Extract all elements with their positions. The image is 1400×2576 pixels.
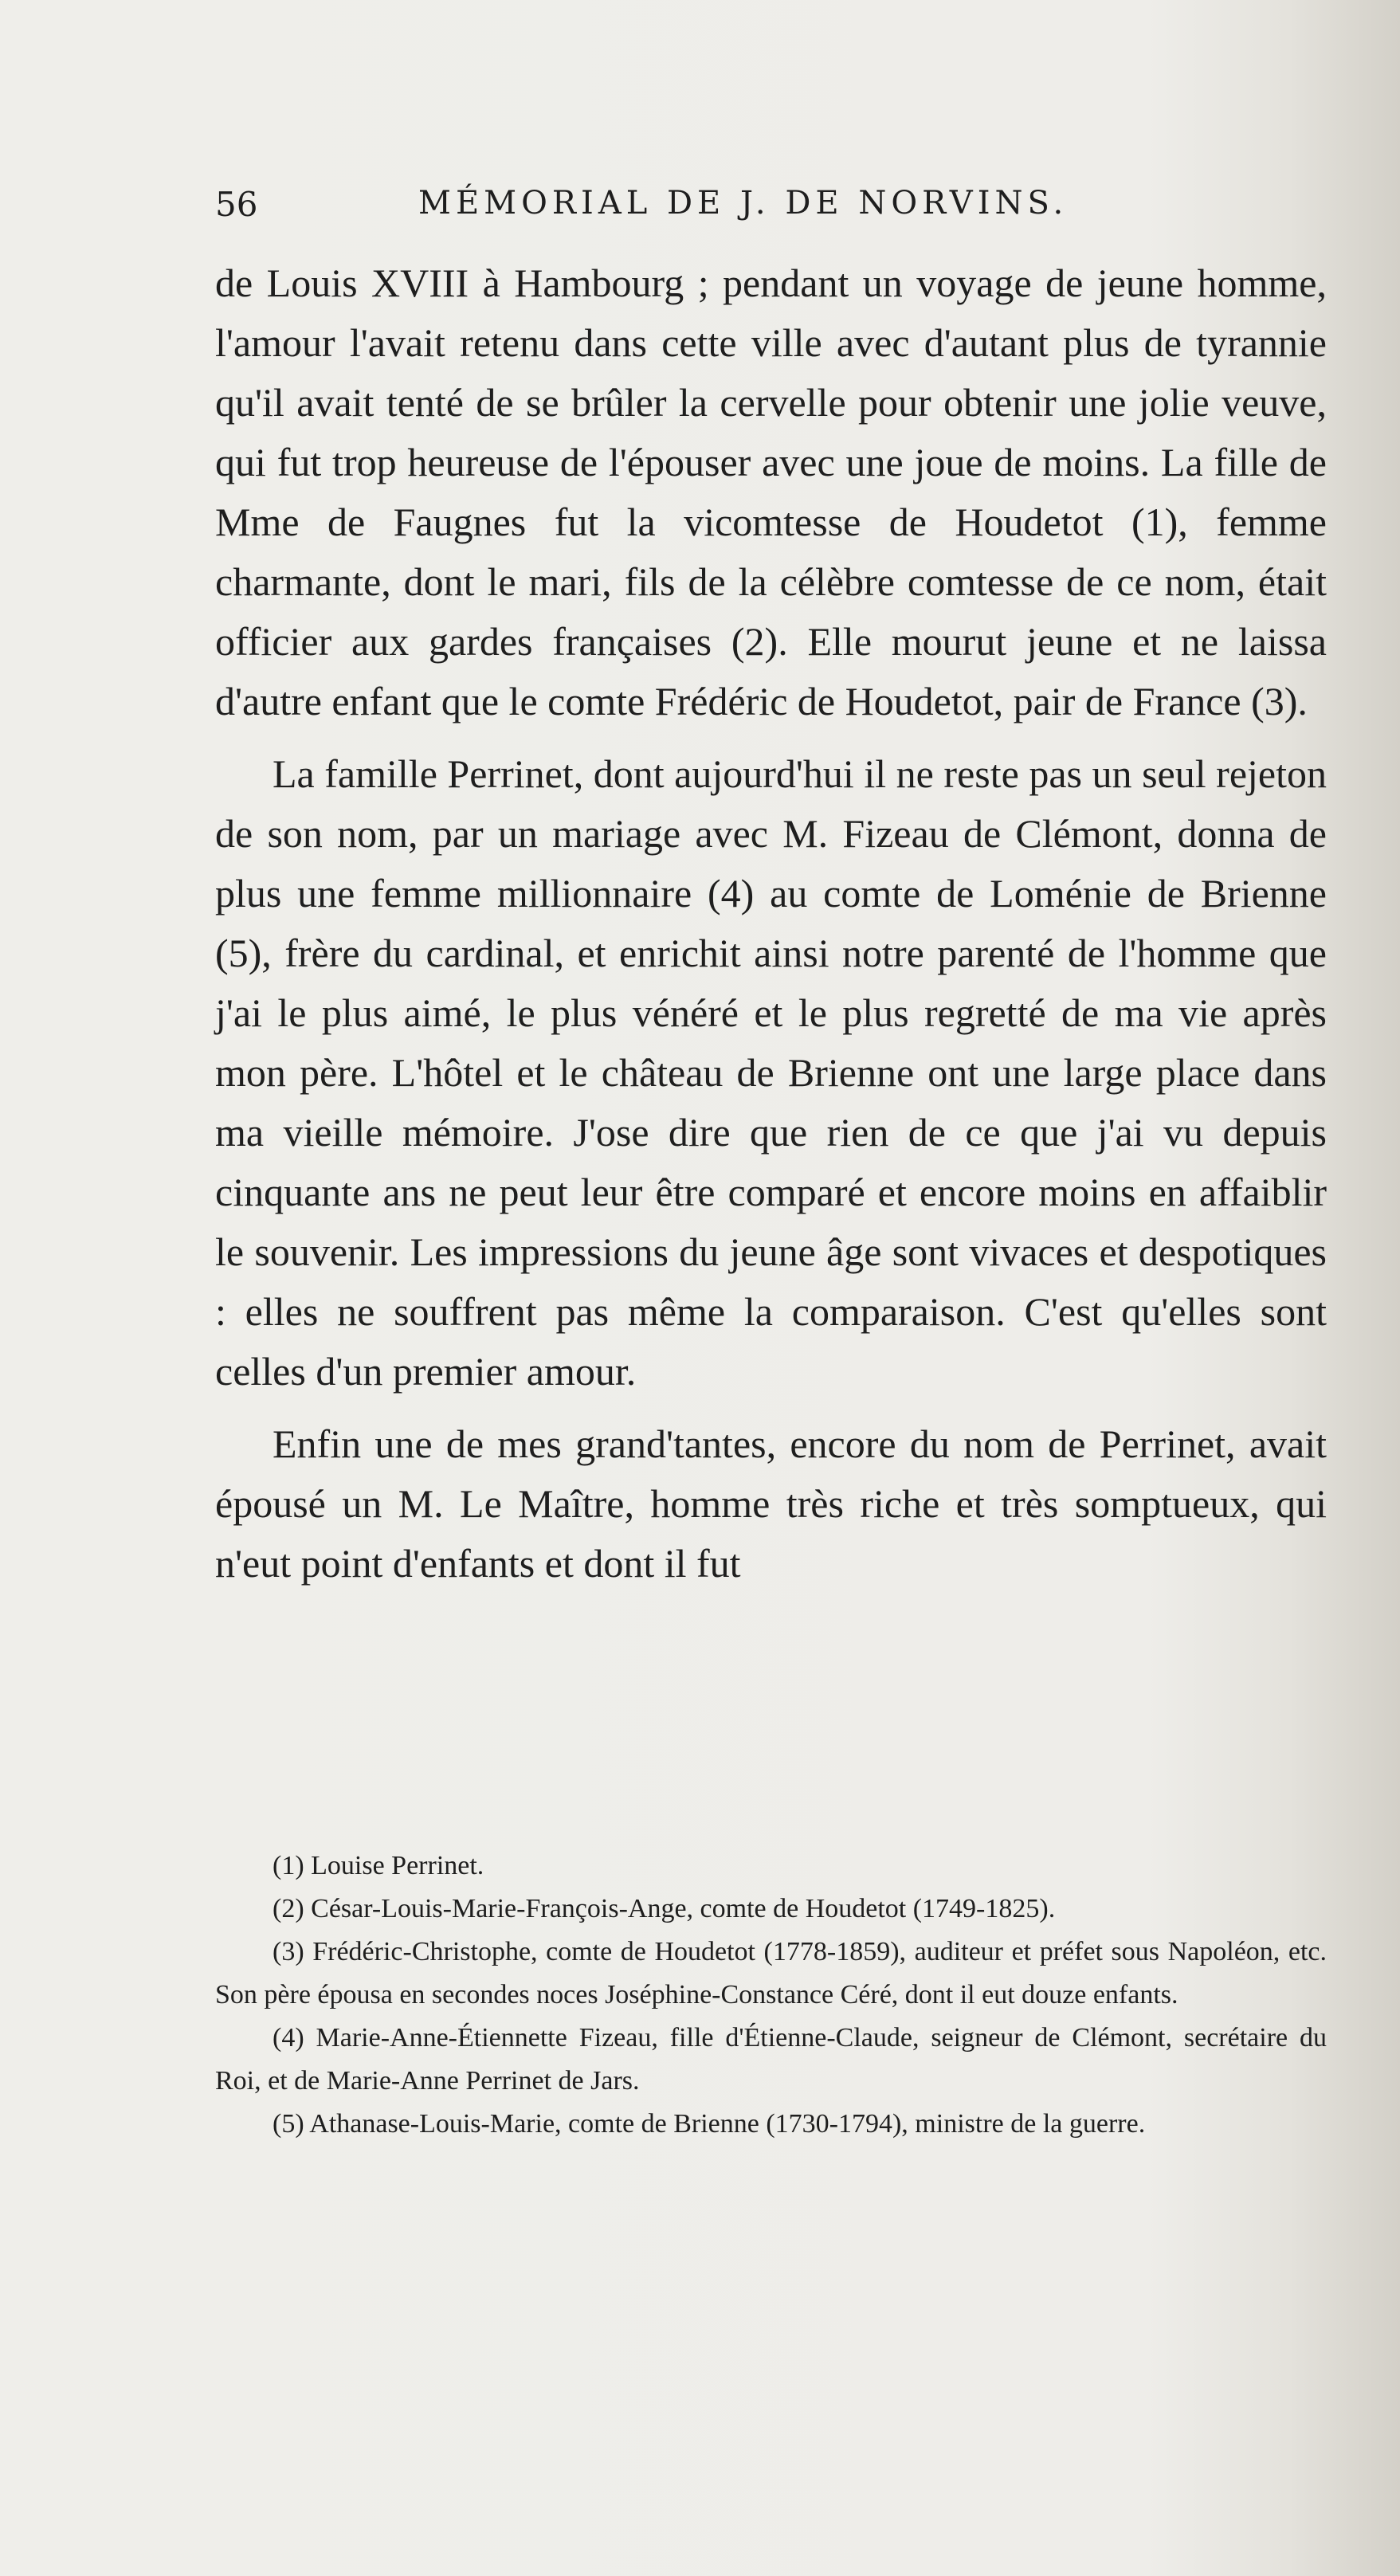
paragraph: Enfin une de mes grand'tantes, encore du nom de Perrinet, avait épousé un M. Le Maître, homme très riche et très somptueux, qui n'eut point d'enfants et dont il fut	[215, 1421, 1327, 1586]
page-header	[215, 185, 1331, 233]
footnote: (1) Louise Perrinet.	[273, 1851, 484, 1880]
footnote: (4) Marie-Anne-Étiennette Fizeau, fille d'Étienne-Claude, seigneur de Clémont, secrétaire du Roi, et de Marie-Anne Perrinet de Jars.	[215, 2023, 1327, 2096]
paragraph: La famille Perrinet, dont aujourd'hui il ne reste pas un seul rejeton de son nom, par un mariage avec M. Fizeau de Clémont, donna de plus une femme millionnaire (4) au comte de Loménie de Brienne (5), frère du cardinal, et enrichit ainsi notre parenté de l'homme que j'ai le plus aimé, le plus vénéré et le plus regretté de ma vie après mon père. L'hôtel et le château de Brienne ont une large place dans ma vieille mémoire. J'ose dire que rien de ce que j'ai vu depuis cinquante ans ne peut leur être comparé et encore moins en affaiblir le souvenir. Les impressions du jeune âge sont vivaces et despotiques : elles ne souffrent pas même la comparaison. C'est qu'elles sont celles d'un premier amour.	[215, 751, 1327, 1394]
footnote: (2) César-Louis-Marie-François-Ange, comte de Houdetot (1749-1825).	[273, 1894, 1056, 1923]
paragraph: de Louis XVIII à Hambourg ; pendant un voyage de jeune homme, l'amour l'avait retenu dans cette ville avec d'autant plus de tyrannie qu'il avait tenté de se brûler la cervelle pour obtenir une jolie veuve, qui fut trop heureuse de l'épouser avec une joue de moins. La fille de Mme de Faugnes fut la vicomtesse de Houdetot (1), femme charmante, dont le mari, fils de la célèbre comtesse de ce nom, était officier aux gardes françaises (2). Elle mourut jeune et ne laissa d'autre enfant que le comte Frédéric de Houdetot, pair de France (3).	[215, 261, 1327, 723]
page-number: 56	[215, 185, 258, 224]
footnote: (3) Frédéric-Christophe, comte de Houdetot (1778-1859), auditeur et préfet sous Napoléon, etc. Son père épousa en secondes noces Joséphine-Constance Céré, dont il eut douze enfants.	[215, 1937, 1327, 2009]
running-head: MÉMORIAL DE J. DE NORVINS.	[418, 185, 1069, 222]
footnotes	[215, 1845, 1327, 2146]
footnote: (5) Athanase-Louis-Marie, comte de Brienne (1730-1794), ministre de la guerre.	[273, 2109, 1146, 2139]
body-text	[215, 253, 1327, 1594]
